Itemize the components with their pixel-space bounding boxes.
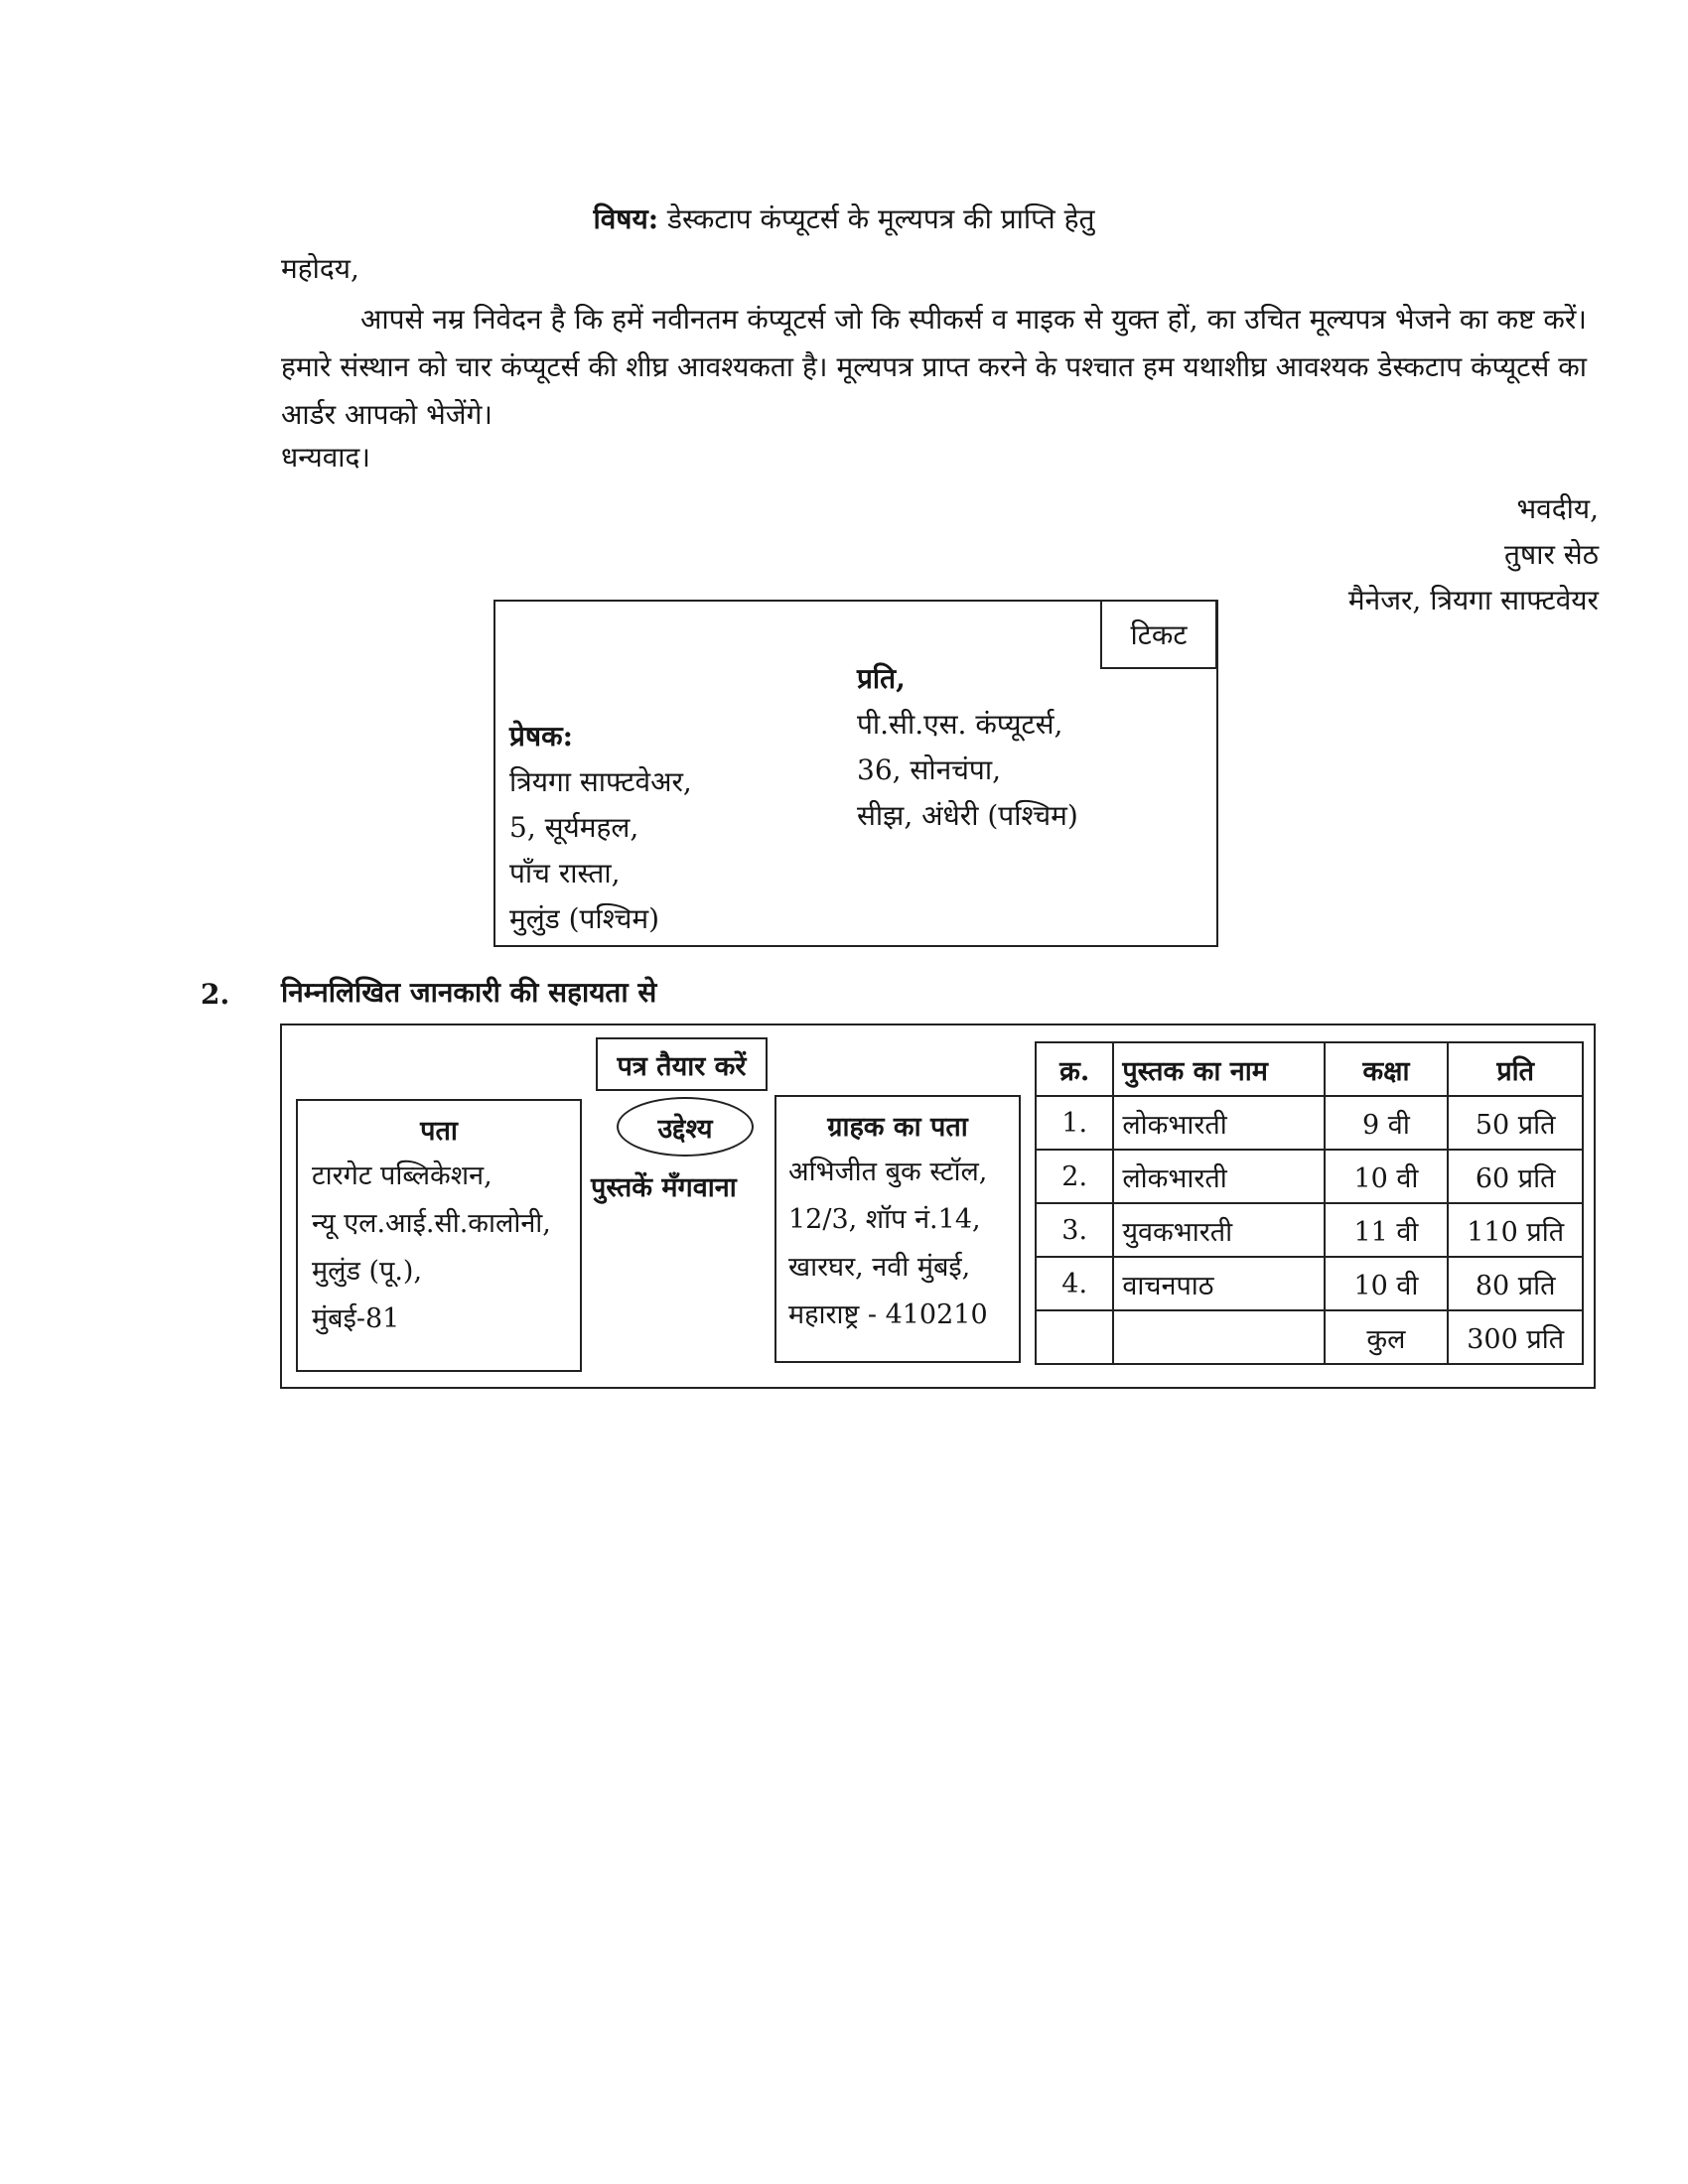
letter-thanks: धन्यवाद। <box>281 441 371 474</box>
purpose-text: पुस्तकें मँगवाना <box>591 1172 737 1203</box>
cell-book-name: लोकभारती <box>1113 1150 1324 1203</box>
customer-lines <box>776 1149 1019 1339</box>
letter-body: आपसे नम्र निवेदन है कि हमें नवीनतम कंप्यूटर्स जो कि स्पीकर्स व माइक से युक्त हों, का उचित मूल्यपत्र भेजने का कष्ट करें। हमारे संस्थान को चार कंप्यूटर्स की शीघ्र आवश्यकता है। मूल्यपत्र प्राप्त करने के पश्चात हम यथाशीघ्र आवश्यक डेस्कटाप कंप्यूटर्स का आर्डर आपको भेजेंगे। <box>281 303 1587 431</box>
question-number: 2. <box>201 978 230 1011</box>
cell-copies: 80 प्रति <box>1448 1257 1583 1310</box>
cell-empty <box>1036 1310 1113 1364</box>
purpose-oval: उद्देश्य <box>617 1097 754 1157</box>
recipient-line: सीझ, अंधेरी (पश्चिम) <box>857 799 1078 832</box>
table-row <box>1036 1096 1583 1150</box>
customer-line: खारघर, नवी मुंबई, <box>788 1252 971 1283</box>
address-line: टारगेट पब्लिकेशन, <box>312 1160 492 1191</box>
subject-text: डेस्कटाप कंप्यूटर्स के मूल्यपत्र की प्राप्ति हेतु <box>666 203 1095 235</box>
address-line: मुंबई-81 <box>312 1303 400 1334</box>
header-class: कक्षा <box>1325 1042 1449 1096</box>
cell-class: 9 वी <box>1325 1096 1449 1150</box>
total-value: 300 प्रति <box>1448 1310 1583 1364</box>
cell-book-name: युवकभारती <box>1113 1203 1324 1257</box>
envelope-sender <box>509 714 692 942</box>
recipient-line: 36, सोनचंपा, <box>857 753 1001 786</box>
table-total-row <box>1036 1310 1583 1364</box>
books-table <box>1035 1041 1584 1365</box>
table-row <box>1036 1257 1583 1310</box>
cell-serial: 3. <box>1036 1203 1113 1257</box>
customer-address-box <box>774 1095 1021 1363</box>
recipient-label: प्रति, <box>857 662 906 695</box>
sender-line: 5, सूर्यमहल, <box>509 811 639 844</box>
table-header-row <box>1036 1042 1583 1096</box>
address-line: मुलुंड (पू.), <box>312 1256 423 1287</box>
recipient-line: पी.सी.एस. कंप्यूटर्स, <box>857 708 1063 741</box>
customer-title: ग्राहक का पता <box>827 1112 968 1143</box>
cell-serial: 1. <box>1036 1096 1113 1150</box>
signer-designation: मैनेजर, त्रियगा साफ्टवेयर <box>1347 584 1599 616</box>
cell-serial: 2. <box>1036 1150 1113 1203</box>
cell-class: 10 वी <box>1325 1150 1449 1203</box>
customer-line: अभिजीत बुक स्टॉल, <box>788 1157 988 1187</box>
cell-class: 11 वी <box>1325 1203 1449 1257</box>
signer-name: तुषार सेठ <box>1504 538 1599 571</box>
cell-class: 10 वी <box>1325 1257 1449 1310</box>
header-copies: प्रति <box>1448 1042 1583 1096</box>
cell-book-name: लोकभारती <box>1113 1096 1324 1150</box>
header-serial: क्र. <box>1036 1042 1113 1096</box>
table-row <box>1036 1150 1583 1203</box>
cell-book-name: वाचनपाठ <box>1113 1257 1324 1310</box>
cell-serial: 4. <box>1036 1257 1113 1310</box>
sender-line: पाँच रास्ता, <box>509 857 621 889</box>
cell-copies: 60 प्रति <box>1448 1150 1583 1203</box>
address-lines <box>298 1153 580 1343</box>
table-row <box>1036 1203 1583 1257</box>
sender-line: मुलुंड (पश्चिम) <box>509 902 660 935</box>
address-line: न्यू एल.आई.सी.कालोनी, <box>312 1208 551 1239</box>
sender-line: त्रियगा साफ्टवेअर, <box>509 765 692 798</box>
instruction-box: पत्र तैयार करें <box>596 1037 768 1091</box>
cell-copies: 50 प्रति <box>1448 1096 1583 1150</box>
question-prompt: निम्नलिखित जानकारी की सहायता से <box>281 976 657 1009</box>
cell-copies: 110 प्रति <box>1448 1203 1583 1257</box>
stamp-box: टिकट <box>1100 600 1217 669</box>
sender-label: प्रेषक: <box>509 720 573 752</box>
address-title: पता <box>420 1116 458 1147</box>
total-label: कुल <box>1325 1310 1449 1364</box>
customer-line: 12/3, शॉप नं.14, <box>788 1204 981 1235</box>
closing: भवदीय, <box>1516 492 1599 525</box>
customer-line: महाराष्ट्र - 410210 <box>788 1299 988 1330</box>
address-box <box>296 1099 582 1372</box>
letter-subject <box>0 203 1688 236</box>
header-book-name: पुस्तक का नाम <box>1113 1042 1324 1096</box>
salutation: महोदय, <box>281 252 359 285</box>
subject-label: विषय: <box>593 203 659 235</box>
cell-empty <box>1113 1310 1324 1364</box>
signature-block <box>1348 486 1599 623</box>
envelope-recipient <box>857 656 1078 839</box>
